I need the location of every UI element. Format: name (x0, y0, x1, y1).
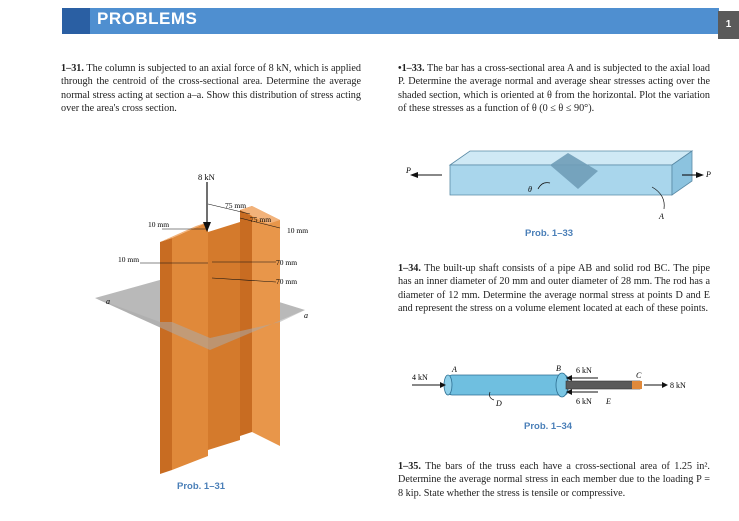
right-flange-side (240, 206, 252, 436)
problem-number: •1–33. (398, 63, 425, 74)
problem-number: 1–34. (398, 263, 421, 274)
figure-1-34-shaft (410, 362, 710, 412)
label-dim-10-left: 10 mm (148, 220, 170, 229)
figure-1-33-bar (400, 145, 720, 225)
label-load-right: 8 kN (670, 381, 686, 390)
page-number-tab: 1 (718, 11, 739, 39)
label-dim-75-a: 75 mm (225, 201, 247, 210)
caption-1-34: Prob. 1–34 (524, 421, 573, 432)
load-arrow-right-head (696, 172, 704, 178)
caption-1-31: Prob. 1–31 (177, 481, 226, 492)
load-arrow-right-head (662, 382, 668, 388)
problem-text: The bars of the truss each have a cross-sectional area of 1.25 in². Determine the average normal stress in each member due to the loading P = 8 kip. State whether the stress is tensile or compressive. (398, 461, 710, 499)
label-load-left: 4 kN (412, 373, 428, 382)
label-dim-10-mid: 10 mm (118, 255, 140, 264)
label-load-top: 6 kN (576, 366, 592, 375)
problem-1-31 (61, 62, 361, 115)
label-dim-70-b: 70 mm (276, 277, 298, 286)
problem-text: The bar has a cross-sectional area A and is subjected to the axial load P. Determine the average normal and average shear stresses acting over the shaded section, which is oriented at θ from the horizontal. Plot the variation of these stresses as a function of θ (0 ≤ θ ≤ 90°). (398, 63, 710, 114)
problem-number: 1–35. (398, 461, 421, 472)
label-dim-75-b: 75 mm (250, 215, 272, 224)
label-area: A (659, 212, 664, 221)
rod-bc (566, 381, 640, 389)
label-point-e: E (606, 397, 611, 406)
label-point-b: B (556, 364, 561, 373)
label-point-d: D (496, 399, 502, 408)
caption-1-33: Prob. 1–33 (525, 228, 574, 239)
problem-1-34 (398, 262, 710, 315)
label-force: 8 kN (198, 172, 215, 182)
rod-end (632, 381, 642, 389)
label-section-left: a (106, 297, 110, 306)
problem-number: 1–31. (61, 63, 84, 74)
load-arrow-left-head (410, 172, 418, 178)
figure-1-31-column (90, 170, 330, 480)
pipe-ab (448, 375, 568, 395)
section-title: PROBLEMS (97, 9, 198, 28)
label-load-right: P (706, 170, 711, 179)
problem-text: The built-up shaft consists of a pipe AB and solid rod BC. The pipe has an inner diameter of 20 mm and outer diameter of 28 mm. The rod has a diameter of 12 mm. Determine the average normal stress at points D and E and represent the stress on a volume element located at each of these points. (398, 263, 710, 314)
header-accent (62, 8, 90, 34)
label-point-c: C (636, 371, 642, 380)
label-section-right: a (304, 311, 308, 320)
problem-text: The column is subjected to an axial force of 8 kN, which is applied through the centroid of the cross-sectional area. Determine the average normal stress acting at section a–a. Show this distribution of stress acting over the area's cross section. (61, 63, 361, 114)
left-flange-side (160, 238, 172, 474)
problem-1-35 (398, 460, 710, 500)
label-dim-70-a: 70 mm (276, 258, 298, 267)
problem-1-33 (398, 62, 710, 115)
label-load-left: P (406, 166, 411, 175)
label-angle: θ (528, 185, 532, 194)
label-load-bottom: 6 kN (576, 397, 592, 406)
label-dim-10-right: 10 mm (287, 226, 309, 235)
label-point-a: A (452, 365, 457, 374)
